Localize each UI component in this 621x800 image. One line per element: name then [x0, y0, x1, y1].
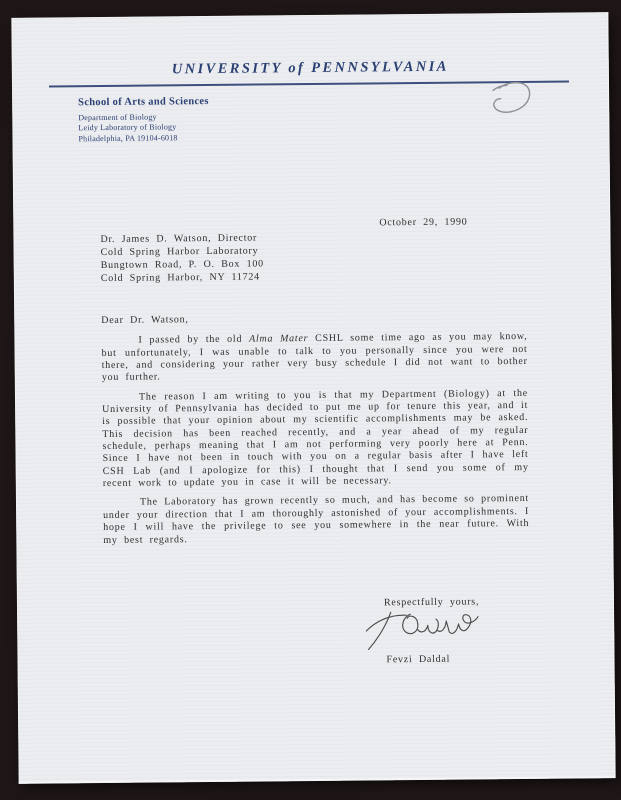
- handwritten-signature: [364, 605, 482, 654]
- letterhead-department: Department of Biology: [78, 112, 157, 123]
- paragraph-1-text: I passed by the old: [138, 333, 250, 347]
- letterhead-city-zip: Philadelphia, PA 19104-6018: [78, 133, 178, 144]
- closing-line: Respectfully yours,: [383, 596, 480, 609]
- paragraph-1-text: CSHL some time ago as you may know, but unfortunately, I was unable to talk to you personally since you were not there, and considering your rather very busy schedule I did not want to bother you further.: [101, 331, 528, 384]
- paragraph-3: The Laboratory has grown recently so much, and has become so prominent under your direction that I am thoroughly astonished of your accomplishments. I hope I will have the privilege to see you somewhere in the near future. With my best regards.: [103, 493, 530, 546]
- letter-date: October 29, 1990: [379, 216, 468, 229]
- signer-name: Fevzi Daldal: [386, 653, 451, 666]
- letterhead-address: [78, 112, 177, 144]
- letterhead-university-title: UNIVERSITY of PENNSYLVANIA: [171, 58, 449, 78]
- letterhead-laboratory: Leidy Laboratory of Biology: [78, 122, 177, 133]
- handwritten-d-mark: [488, 79, 540, 121]
- recipient-line: Dr. James D. Watson, Director: [100, 232, 258, 246]
- recipient-line: Cold Spring Harbor Laboratory: [100, 245, 259, 258]
- letter-paper: [11, 12, 615, 784]
- salutation: Dear Dr. Watson,: [101, 314, 189, 327]
- recipient-address-block: [100, 232, 264, 285]
- letterhead-school: School of Arts and Sciences: [78, 95, 209, 109]
- letter-body: [101, 311, 529, 554]
- recipient-line: Bungtown Road, P. O. Box 100: [100, 258, 264, 271]
- recipient-line: Cold Spring Harbor, NY 11724: [100, 271, 260, 284]
- paragraph-1: [101, 331, 527, 384]
- alma-mater-italic: Alma Mater: [249, 333, 309, 345]
- paragraph-2: The reason I am writing to you is that my Department (Biology) at the University of Pennsylvania has decided to put me up for tenure this year, and it is possible that your opinion about my scientific accomplishments may be asked. This decision has been reached recently, and a year ahead of my regular schedule, perhaps meaning that I am not performing very poorly here at Penn. Since I have not been in touch with you on a regular basis after I have left CSH Lab (and I apologize for this) I thought that I send you some of my recent work to update you in case it will be necessary.: [102, 387, 529, 490]
